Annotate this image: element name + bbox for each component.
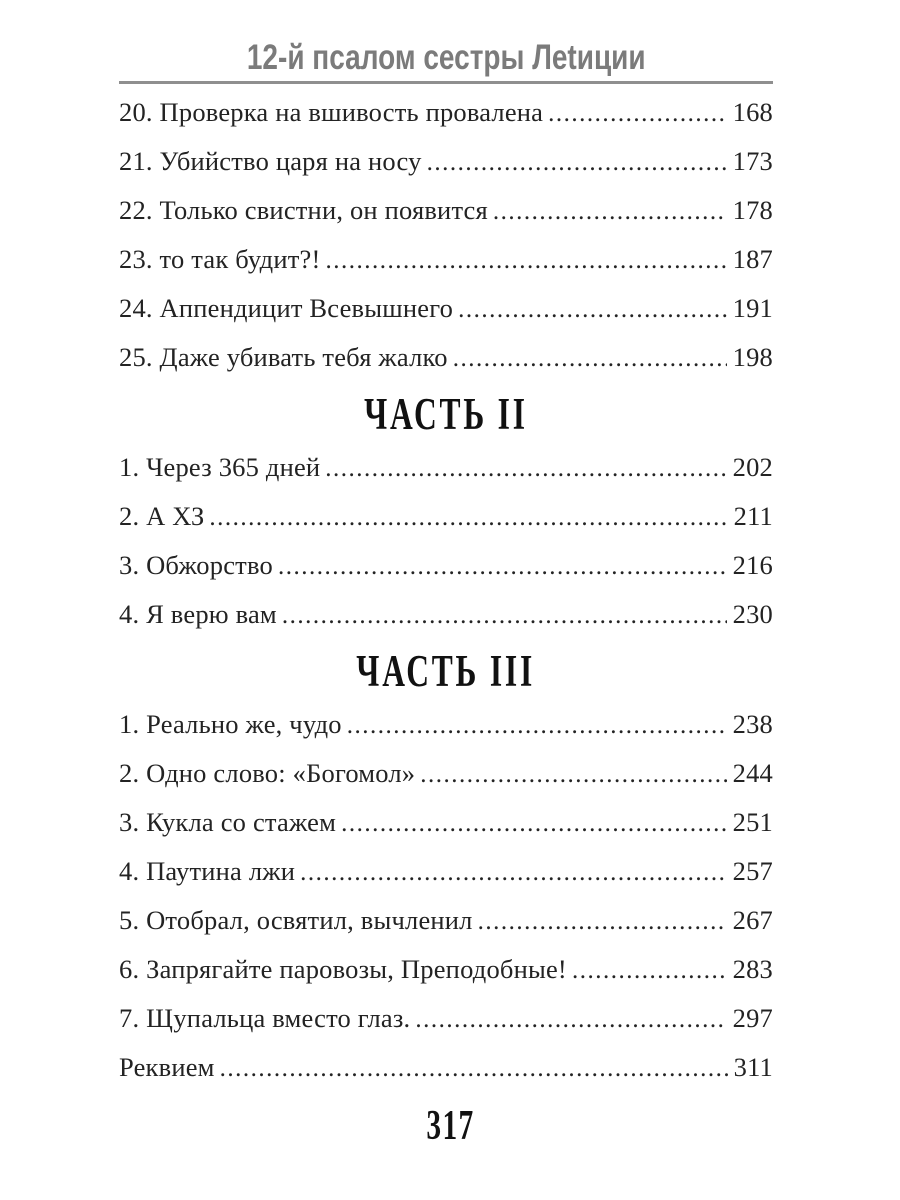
toc-dot-leader [341, 807, 727, 839]
toc-dot-leader [458, 293, 727, 325]
toc-dot-leader [493, 195, 727, 227]
toc-entry-title: 7. Щупальца вместо глаз. [119, 1003, 411, 1033]
part-heading [119, 648, 773, 695]
toc-entry-title: 3. Кукла со стажем [119, 807, 337, 837]
toc-entry-title: 2. Одно слово: «Богомол» [119, 758, 416, 788]
toc-entry-page: 178 [732, 195, 773, 225]
toc-entry-title: Реквием [119, 1052, 215, 1082]
toc-entry-title: 4. Паутина лжи [119, 856, 296, 886]
toc-entry [119, 97, 773, 129]
toc-entry-page: 211 [733, 501, 773, 531]
header-rule [119, 81, 773, 84]
toc-entry [119, 709, 773, 741]
toc-dot-leader [427, 146, 727, 178]
toc-entry [119, 195, 773, 227]
toc-entry [119, 550, 773, 582]
part-heading-text: ЧАСТЬ II [364, 389, 528, 439]
toc-entry [119, 501, 773, 533]
toc-entry [119, 293, 773, 325]
folio-page-number: 317 [425, 1103, 475, 1149]
toc-entry-title: 4. Я верю вам [119, 599, 277, 629]
toc-entry-page: 257 [732, 856, 773, 886]
running-book-title: 12-й псалом сестры Леtиции [246, 38, 646, 77]
toc-dot-leader [453, 342, 727, 374]
toc-dot-leader [572, 954, 727, 986]
toc-entry-title: 1. Реально же, чудо [119, 709, 342, 739]
toc-entry-title: 22. Только свистни, он появится [119, 195, 488, 225]
toc-dot-leader [420, 758, 726, 790]
toc-entry-page: 173 [732, 146, 773, 176]
toc-entry [119, 146, 773, 178]
toc-entry-page: 311 [733, 1052, 773, 1082]
toc-entry-title: 20. Проверка на вшивость провалена [119, 97, 544, 127]
toc-dot-leader [347, 709, 727, 741]
toc-dot-leader [220, 1052, 728, 1084]
toc-entry-page: 216 [732, 550, 773, 580]
toc-entry-page: 198 [732, 342, 773, 372]
toc-entry-page: 202 [732, 452, 773, 482]
toc-entry [119, 1052, 773, 1084]
toc-entry [119, 954, 773, 986]
toc-dot-leader [209, 501, 727, 533]
page-header [119, 0, 773, 84]
toc-dot-leader [415, 1003, 726, 1035]
toc-entry-title: 2. А ХЗ [119, 501, 205, 531]
toc-entry [119, 807, 773, 839]
toc-entry-page: 238 [732, 709, 773, 739]
toc-entry-page: 168 [732, 97, 773, 127]
toc-entry [119, 342, 773, 374]
toc-entry [119, 452, 773, 484]
toc-entry [119, 599, 773, 631]
toc-dot-leader [325, 452, 726, 484]
page-footer [0, 1104, 900, 1148]
part-heading-text: ЧАСТЬ III [356, 646, 536, 696]
toc-entry-title: 6. Запрягайте паровозы, Преподобные! [119, 954, 567, 984]
toc-entry-page: 191 [732, 293, 773, 323]
toc-entry-title: 1. Через 365 дней [119, 452, 321, 482]
toc-dot-leader [278, 550, 727, 582]
toc-entry-page: 283 [732, 954, 773, 984]
toc-entry-title: 5. Отобрал, освятил, вычленил [119, 905, 473, 935]
toc-dot-leader [478, 905, 727, 937]
toc-entry-title: 3. Обжорство [119, 550, 273, 580]
toc-dot-leader [326, 244, 727, 276]
part-heading [119, 391, 773, 438]
toc-entry-title: 24. Аппендицит Всевышнего [119, 293, 454, 323]
toc-entry-title: 23. то так будит?! [119, 244, 321, 274]
toc-entry [119, 905, 773, 937]
toc-entry-page: 244 [732, 758, 773, 788]
toc-entry-title: 25. Даже убивать тебя жалко [119, 342, 448, 372]
toc-entry-title: 21. Убийство царя на носу [119, 146, 422, 176]
toc-entry-page: 187 [732, 244, 773, 274]
toc-entry-page: 251 [732, 807, 773, 837]
toc-dot-leader [282, 599, 727, 631]
toc-dot-leader [548, 97, 726, 129]
toc-entry [119, 1003, 773, 1035]
toc-entry [119, 758, 773, 790]
table-of-contents [119, 97, 773, 1084]
toc-entry [119, 244, 773, 276]
toc-entry [119, 856, 773, 888]
toc-entry-page: 297 [732, 1003, 773, 1033]
toc-entry-page: 267 [732, 905, 773, 935]
toc-dot-leader [300, 856, 726, 888]
toc-entry-page: 230 [732, 599, 773, 629]
